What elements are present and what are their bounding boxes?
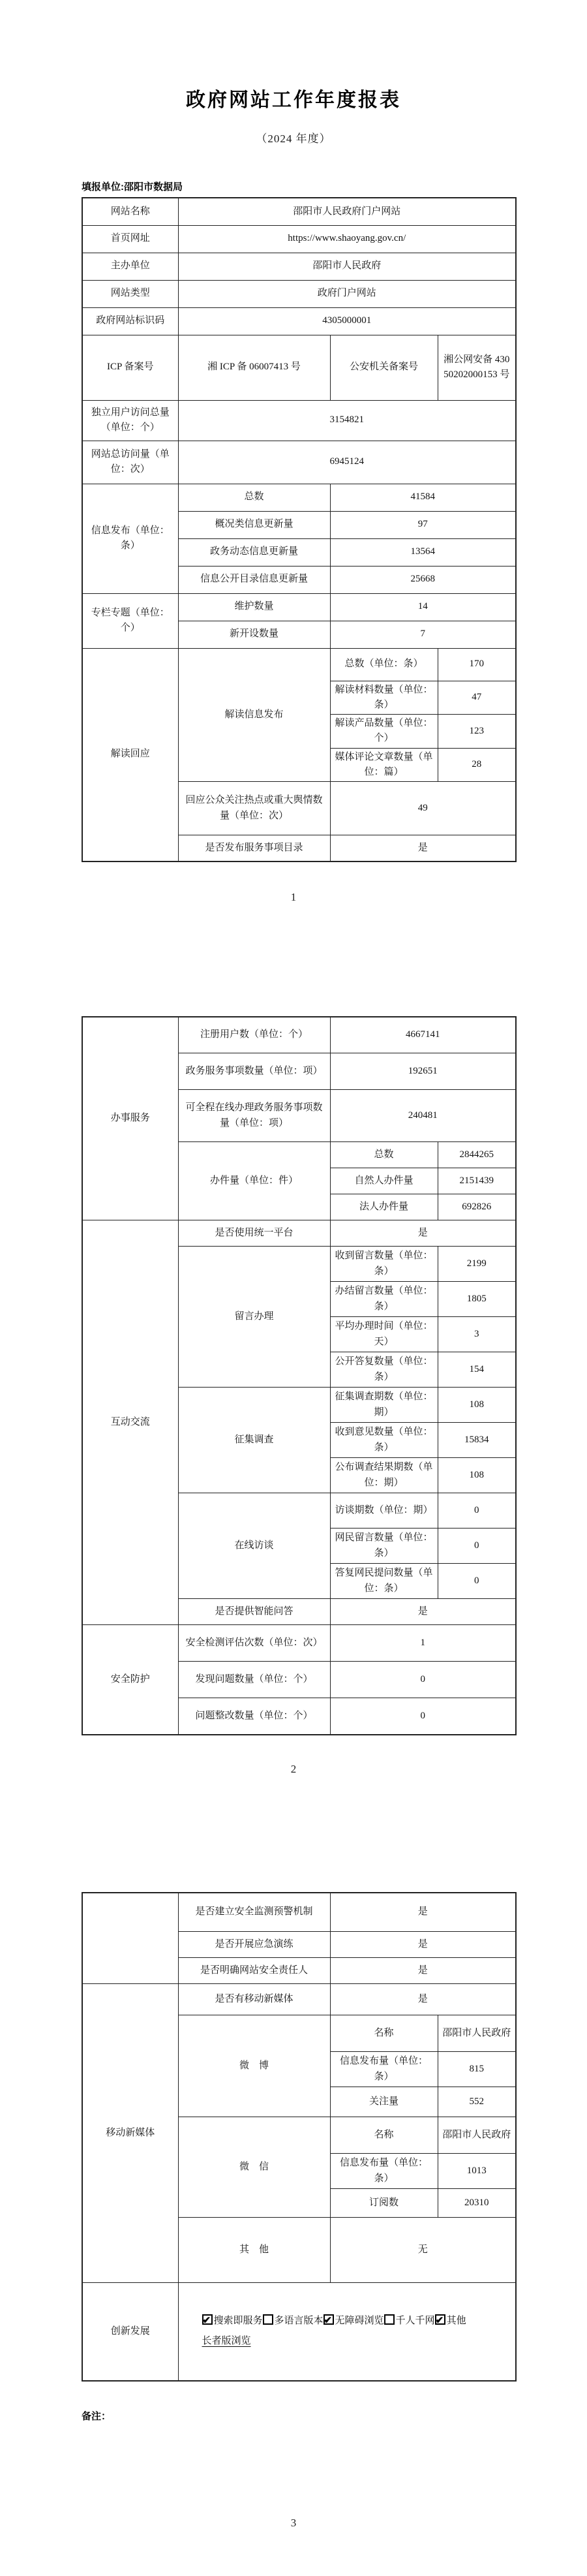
checkbox-checked-icon	[435, 2314, 445, 2325]
innovation-option-label: 搜索即服务	[213, 2315, 263, 2326]
table-row	[82, 253, 516, 280]
site-code-label: 政府网站标识码	[82, 307, 178, 335]
row-value: 0	[438, 1493, 516, 1529]
row-label: 发现问题数量（单位：个）	[178, 1662, 330, 1698]
row-label: 信息发布量（单位：条）	[330, 2154, 438, 2189]
total-visits-label: 网站总访问量（单位：次）	[82, 441, 178, 484]
row-label: 平均办理时间（单位：天）	[330, 1317, 438, 1352]
row-label: 概况类信息更新量	[178, 511, 330, 538]
row-value: 815	[438, 2052, 516, 2087]
row-value: 154	[438, 1352, 516, 1388]
row-value: 108	[438, 1458, 516, 1493]
checkbox-unchecked-icon	[263, 2314, 273, 2325]
row-value: 4667141	[330, 1017, 516, 1053]
row-label: 政务动态信息更新量	[178, 538, 330, 566]
annual-report-table-page2	[82, 1016, 517, 1735]
home-url-value: https://www.shaoyang.gov.cn/	[178, 225, 516, 253]
page-number-2: 2	[290, 1762, 297, 1775]
row-value: 552	[438, 2087, 516, 2117]
row-value: 108	[438, 1388, 516, 1423]
service-catalog-value: 是	[330, 835, 516, 861]
row-value: 97	[330, 511, 516, 538]
row-label: 名称	[330, 2117, 438, 2154]
row-label: 信息公开目录信息更新量	[178, 566, 330, 593]
site-name-label: 网站名称	[82, 198, 178, 225]
innovation-options	[202, 2311, 513, 2332]
checkbox-checked-icon	[324, 2314, 334, 2325]
row-value: 240481	[330, 1090, 516, 1142]
innovation-option-label: 无障碍浏览	[335, 2315, 384, 2326]
other-media-value: 无	[330, 2218, 516, 2283]
security-ext-section-cell	[82, 1893, 178, 1984]
row-label: 媒体评论文章数量（单位：篇）	[330, 748, 438, 782]
row-label: 收到留言数量（单位：条）	[330, 1247, 438, 1282]
home-url-label: 首页网址	[82, 225, 178, 253]
interpret-section-label: 解读回应	[82, 648, 178, 861]
report-year: （2024 年度）	[256, 132, 331, 145]
innovation-content-cell	[178, 2283, 516, 2381]
row-value: 170	[438, 648, 516, 681]
row-label: 总数（单位：条）	[330, 648, 438, 681]
service-section-label: 办事服务	[82, 1017, 178, 1220]
report-title: 政府网站工作年度报表	[186, 89, 401, 111]
row-label: 是否建立安全监测预警机制	[178, 1893, 330, 1932]
cases-group-label: 办件量（单位：件）	[178, 1142, 330, 1220]
has-mobile-media-label: 是否有移动新媒体	[178, 1984, 330, 2015]
row-value: 0	[438, 1529, 516, 1564]
row-value: 123	[438, 715, 516, 749]
page-number-3: 3	[290, 2517, 297, 2529]
smart-qa-value: 是	[330, 1599, 516, 1625]
row-label: 法人办件量	[330, 1194, 438, 1220]
row-label: 征集调查期数（单位：期）	[330, 1388, 438, 1423]
table-row	[82, 1893, 516, 1932]
table-row	[82, 484, 516, 511]
smart-qa-label: 是否提供智能问答	[178, 1599, 330, 1625]
table-row	[82, 400, 516, 441]
row-label: 总数	[330, 1142, 438, 1168]
police-record-value: 湘公网安备 43050202000153 号	[438, 335, 516, 400]
innovation-option-label: 其他	[446, 2315, 466, 2326]
other-media-label: 其 他	[178, 2218, 330, 2283]
reporting-unit: 填报单位:邵阳市数据局	[82, 181, 183, 193]
row-label: 自然人办件量	[330, 1168, 438, 1194]
site-name-value: 邵阳市人民政府门户网站	[178, 198, 516, 225]
icp-label: ICP 备案号	[82, 335, 178, 400]
row-label: 关注量	[330, 2087, 438, 2117]
row-label: 收到意见数量（单位：条）	[330, 1423, 438, 1458]
row-label: 名称	[330, 2015, 438, 2052]
checkbox-unchecked-icon	[384, 2314, 395, 2325]
row-value: 是	[330, 1932, 516, 1958]
organizer-label: 主办单位	[82, 253, 178, 280]
weibo-group-label: 微 博	[178, 2015, 330, 2117]
row-value: 20310	[438, 2189, 516, 2218]
row-value: 1805	[438, 1282, 516, 1317]
organizer-value: 邵阳市人民政府	[178, 253, 516, 280]
special-columns-section-label: 专栏专题（单位：个）	[82, 593, 178, 648]
police-record-label: 公安机关备案号	[330, 335, 438, 400]
row-value: 2199	[438, 1247, 516, 1282]
table-row	[82, 593, 516, 621]
annual-report-table-page3	[82, 1892, 517, 2382]
row-label: 网民留言数量（单位：条）	[330, 1529, 438, 1564]
row-value: 47	[438, 681, 516, 715]
row-label: 信息发布量（单位：条）	[330, 2052, 438, 2087]
table-row	[82, 307, 516, 335]
hot-response-label: 回应公众关注热点或重大舆情数量（单位：次）	[178, 782, 330, 835]
messages-group-label: 留言办理	[178, 1247, 330, 1388]
row-label: 公布调查结果期数（单位：期）	[330, 1458, 438, 1493]
table-row	[82, 648, 516, 681]
row-label: 维护数量	[178, 593, 330, 621]
checkbox-checked-icon	[202, 2314, 213, 2325]
row-value: 1013	[438, 2154, 516, 2189]
row-label: 安全检测评估次数（单位：次）	[178, 1625, 330, 1662]
table-row	[82, 198, 516, 225]
row-label: 问题整改数量（单位：个）	[178, 1698, 330, 1735]
innovation-section-label: 创新发展	[82, 2283, 178, 2381]
innovation-other-text: 长者版浏览	[202, 2336, 251, 2347]
row-label: 注册用户数（单位：个）	[178, 1017, 330, 1053]
row-value: 0	[330, 1662, 516, 1698]
table-row	[82, 335, 516, 400]
row-value: 0	[330, 1698, 516, 1735]
total-visits-value: 6945124	[178, 441, 516, 484]
has-mobile-media-value: 是	[330, 1984, 516, 2015]
row-label: 解读产品数量（单位：个）	[330, 715, 438, 749]
innovation-option-label: 千人千网	[395, 2315, 435, 2326]
row-label: 新开设数量	[178, 621, 330, 648]
service-catalog-label: 是否发布服务事项目录	[178, 835, 330, 861]
row-value: 2844265	[438, 1142, 516, 1168]
innovation-option-label: 多语言版本	[274, 2315, 324, 2326]
row-value: 25668	[330, 566, 516, 593]
site-type-value: 政府门户网站	[178, 280, 516, 307]
row-value: 41584	[330, 484, 516, 511]
table-row	[82, 1017, 516, 1053]
unified-platform-label: 是否使用统一平台	[178, 1220, 330, 1247]
row-value: 692826	[438, 1194, 516, 1220]
row-label: 可全程在线办理政务服务事项数量（单位：项）	[178, 1090, 330, 1142]
hot-response-value: 49	[330, 782, 516, 835]
icp-value: 湘 ICP 备 06007413 号	[178, 335, 330, 400]
row-value: 是	[330, 1893, 516, 1932]
row-label: 是否明确网站安全责任人	[178, 1958, 330, 1984]
row-value: 1	[330, 1625, 516, 1662]
surveys-group-label: 征集调查	[178, 1388, 330, 1493]
table-row	[82, 1220, 516, 1247]
table-row	[82, 280, 516, 307]
row-label: 访谈期数（单位：期）	[330, 1493, 438, 1529]
row-label: 政务服务事项数量（单位：项）	[178, 1053, 330, 1090]
row-value: 192651	[330, 1053, 516, 1090]
page-number-1: 1	[290, 890, 297, 903]
row-value: 是	[330, 1958, 516, 1984]
row-label: 办结留言数量（单位：条）	[330, 1282, 438, 1317]
site-code-value: 4305000001	[178, 307, 516, 335]
row-value: 15834	[438, 1423, 516, 1458]
row-value: 13564	[330, 538, 516, 566]
row-value: 2151439	[438, 1168, 516, 1194]
site-type-label: 网站类型	[82, 280, 178, 307]
row-value: 28	[438, 748, 516, 782]
row-value: 14	[330, 593, 516, 621]
row-value: 0	[438, 1564, 516, 1599]
row-label: 公开答复数量（单位：条）	[330, 1352, 438, 1388]
unified-platform-value: 是	[330, 1220, 516, 1247]
interaction-section-label: 互动交流	[82, 1220, 178, 1625]
table-row	[82, 441, 516, 484]
row-label: 解读材料数量（单位：条）	[330, 681, 438, 715]
notes-label: 备注：	[82, 2410, 112, 2422]
row-label: 订阅数	[330, 2189, 438, 2218]
security-section-label: 安全防护	[82, 1625, 178, 1735]
info-publish-section-label: 信息发布（单位：条）	[82, 484, 178, 593]
unique-visitors-label: 独立用户访问总量（单位：个）	[82, 400, 178, 441]
mobile-media-section-label: 移动新媒体	[82, 1984, 178, 2283]
row-value: 3	[438, 1317, 516, 1352]
row-value: 邵阳市人民政府	[438, 2015, 516, 2052]
row-label: 答复网民提问数量（单位：条）	[330, 1564, 438, 1599]
row-value: 7	[330, 621, 516, 648]
row-label: 是否开展应急演练	[178, 1932, 330, 1958]
wechat-group-label: 微 信	[178, 2117, 330, 2218]
table-row	[82, 1984, 516, 2015]
annual-report-table-page1	[82, 197, 517, 862]
table-row	[82, 225, 516, 253]
interpret-publish-label: 解读信息发布	[178, 648, 330, 782]
table-row	[82, 2283, 516, 2381]
unique-visitors-value: 3154821	[178, 400, 516, 441]
table-row	[82, 1625, 516, 1662]
interviews-group-label: 在线访谈	[178, 1493, 330, 1599]
row-label: 总数	[178, 484, 330, 511]
row-value: 邵阳市人民政府	[438, 2117, 516, 2154]
